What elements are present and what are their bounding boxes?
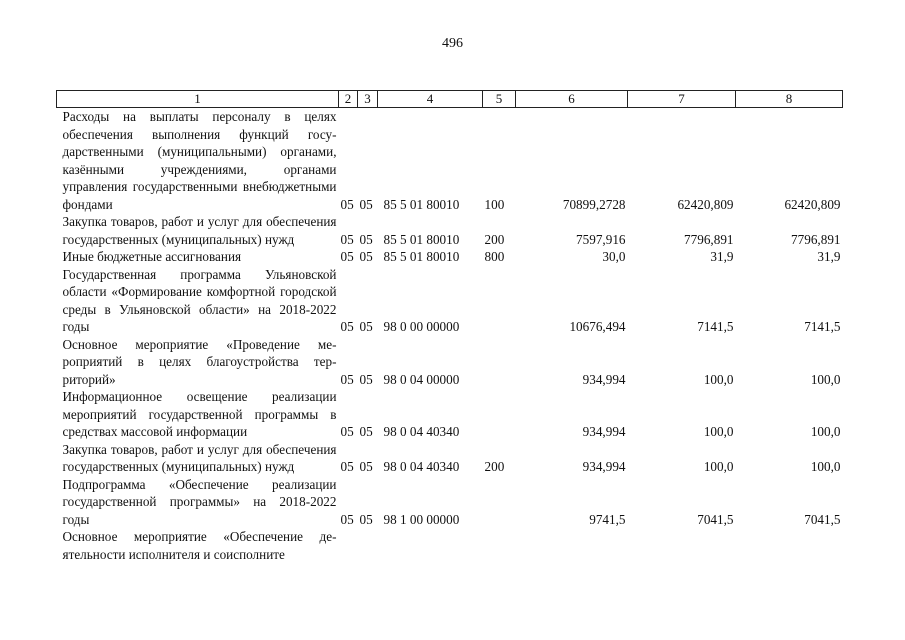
row-subsection: 05 (359, 371, 373, 387)
row-target-article (378, 528, 483, 563)
row-expense-type: 100 (484, 196, 505, 212)
row-subsection: 05 (359, 459, 373, 474)
row-expense-type: 200 (484, 231, 505, 247)
row-section: 05 (340, 231, 354, 247)
row-amount-year2: 100,0 (703, 424, 734, 439)
row-section: 05 (340, 196, 354, 212)
row-expense-type (483, 336, 516, 389)
row-amount-year3: 100,0 (810, 424, 841, 439)
table-row (57, 108, 843, 214)
row-target-article: 98 0 04 40340 (383, 424, 460, 439)
row-amount-year2: 7796,891 (684, 231, 734, 247)
row-amount-year3: 7041,5 (804, 511, 841, 527)
table-row (57, 336, 843, 389)
column-header-year3: 8 (736, 91, 843, 108)
row-expense-type: 800 (484, 249, 505, 264)
row-name: Закупка товаров, работ и услуг для обеспечения государственных (муниципальных) нужд (62, 441, 337, 474)
table-row (57, 476, 843, 529)
column-header-section: 2 (339, 91, 358, 108)
row-expense-type (483, 476, 516, 529)
row-subsection: 05 (359, 196, 373, 212)
row-amount-year3: 7796,891 (791, 231, 841, 247)
column-header-name: 1 (57, 91, 339, 108)
row-amount-year3: 62420,809 (784, 196, 841, 212)
column-header-subsection: 3 (358, 91, 378, 108)
row-name: Основное мероприятие «Проведение мероприятий в целях благоустройства территорий» (62, 336, 337, 387)
row-name: Государственная программа Ульяновской области «Формирование комфортной городской среды в Ульяновской области» на 2018-2022 годы (62, 266, 337, 334)
row-amount-year1: 7597,916 (576, 231, 626, 247)
row-amount-year3 (736, 528, 843, 563)
table-row (57, 213, 843, 248)
row-amount-year3: 31,9 (817, 249, 841, 264)
row-amount-year1: 934,994 (582, 459, 626, 474)
row-amount-year1: 934,994 (582, 424, 626, 439)
row-target-article: 85 5 01 80010 (383, 231, 460, 247)
row-amount-year2: 7041,5 (697, 511, 734, 527)
table-body (57, 108, 843, 564)
row-subsection: 05 (359, 249, 373, 264)
row-amount-year2: 100,0 (703, 459, 734, 474)
row-expense-type: 200 (484, 459, 505, 474)
row-amount-year2: 7141,5 (697, 319, 734, 334)
row-expense-type (483, 388, 516, 441)
column-header-year2: 7 (628, 91, 736, 108)
row-target-article: 98 0 04 00000 (383, 371, 460, 387)
row-target-article: 98 0 04 40340 (383, 459, 460, 474)
row-amount-year1: 70899,2728 (562, 196, 626, 212)
row-subsection: 05 (359, 424, 373, 439)
column-header-target-article: 4 (378, 91, 483, 108)
table-row (57, 388, 843, 441)
row-section: 05 (340, 371, 354, 387)
row-target-article: 85 5 01 80010 (383, 196, 460, 212)
row-name: Основное мероприятие «Обеспечение деятельности исполнителя и соисполните (62, 529, 337, 562)
row-section (339, 528, 358, 563)
row-amount-year1: 30,0 (602, 249, 626, 264)
table-row (57, 266, 843, 336)
row-target-article: 98 0 00 00000 (383, 319, 460, 334)
row-subsection: 05 (359, 511, 373, 527)
column-header-year1: 6 (516, 91, 628, 108)
row-amount-year2: 62420,809 (677, 196, 734, 212)
table-row (57, 528, 843, 563)
row-amount-year2: 100,0 (703, 371, 734, 387)
table-header (57, 91, 843, 108)
row-section: 05 (340, 249, 354, 264)
row-expense-type (483, 528, 516, 563)
row-amount-year3: 100,0 (810, 459, 841, 474)
table-row (57, 441, 843, 476)
row-name: Закупка товаров, работ и услуг для обеспечения государственных (муниципальных) нужд (62, 214, 337, 247)
row-amount-year1 (516, 528, 628, 563)
row-name: Иные бюджетные ассигнования (62, 249, 242, 264)
row-section: 05 (340, 511, 354, 527)
row-section: 05 (340, 424, 354, 439)
row-amount-year2: 31,9 (710, 249, 734, 264)
row-target-article: 98 1 00 00000 (383, 511, 460, 527)
table-row (57, 248, 843, 266)
row-section: 05 (340, 319, 354, 334)
budget-table (56, 90, 843, 563)
row-amount-year1: 934,994 (582, 371, 626, 387)
page-number: 496 (442, 36, 463, 51)
row-subsection: 05 (359, 319, 373, 334)
row-amount-year3: 7141,5 (804, 319, 841, 334)
row-subsection: 05 (359, 231, 373, 247)
row-amount-year2 (628, 528, 736, 563)
row-name: Расходы на выплаты персоналу в целях обеспечения выполнения функций государственными (муниципальными) органами, казёнными учреждениями, органами управления государственными внебюджетными фондами (62, 109, 337, 212)
row-section: 05 (340, 459, 354, 474)
row-amount-year1: 9741,5 (589, 511, 626, 527)
row-name: Информационное освещение реализации мероприятий государственной программы в средствах массовой информации (62, 389, 337, 439)
row-subsection (358, 528, 378, 563)
row-name: Подпрограмма «Обеспечение реализации государственной программы» на 2018-2022 годы (62, 476, 337, 527)
row-amount-year1: 10676,494 (569, 319, 626, 334)
row-amount-year3: 100,0 (810, 371, 841, 387)
row-target-article: 85 5 01 80010 (383, 249, 460, 264)
row-expense-type (483, 266, 516, 336)
column-header-expense-type: 5 (483, 91, 516, 108)
